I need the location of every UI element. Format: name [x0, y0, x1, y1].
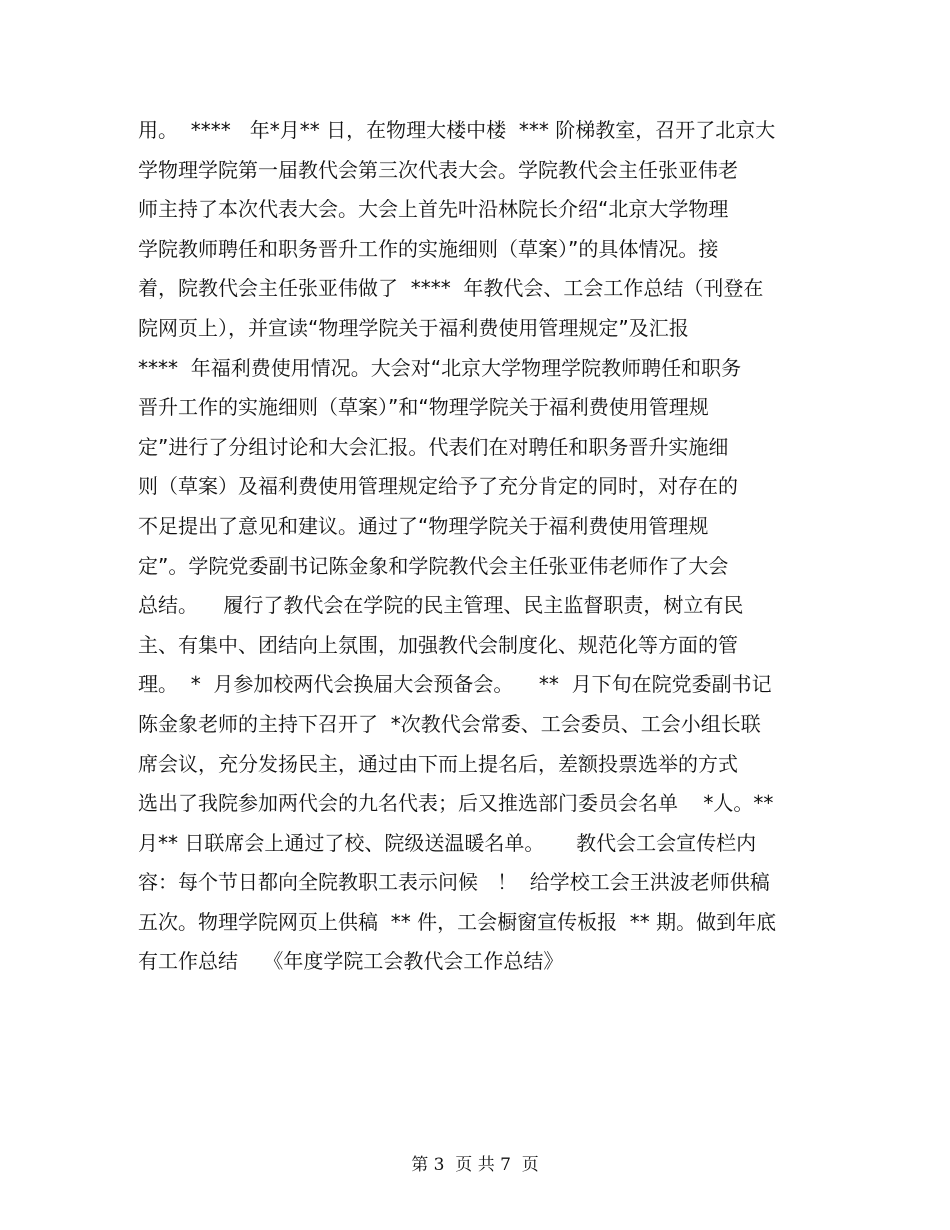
text-line: 有工作总结 《年度学院工会教代会工作总结》: [138, 949, 564, 974]
text-line: 用。 **** 年*月** 日，在物理大楼中楼 *** 阶梯教室，召开了北京大: [138, 118, 776, 142]
text-line: 院网页上），并宣读“物理学院关于福利费使用管理规定”及汇报: [138, 315, 689, 340]
text-line: 着，院教代会主任张亚伟做了 **** 年教代会、工会工作总结（刊登在: [138, 276, 764, 301]
text-line: 陈金象老师的主持下召开了 *次教代会常委、工会委员、工会小组长联: [138, 711, 761, 736]
text-line: 理。 * 月参加校两代会换届大会预备会。 ** 月下旬在院党委副书记: [138, 672, 772, 697]
page-footer: 第 3 页 共 7 页: [411, 1155, 539, 1175]
text-line: 主、有集中、团结向上氛围，加强教代会制度化、规范化等方面的管: [138, 632, 738, 657]
text-line: 定”。学院党委副书记陈金象和学院教代会主任张亚伟老师作了大会: [138, 553, 729, 578]
text-line: 五次。物理学院网页上供稿 ** 件，工会橱窗宣传板报 ** 期。做到年底: [138, 909, 777, 934]
text-line: 月** 日联席会上通过了校、院级送温暖名单。 教代会工会宣传栏内: [138, 830, 757, 855]
text-line: 定”进行了分组讨论和大会汇报。代表们在对聘任和职务晋升实施细: [138, 434, 729, 459]
text-line: 选出了我院参加两代会的九名代表；后又推选部门委员会名单 *人。**: [138, 791, 774, 816]
text-line: 容：每个节日都向全院教职工表示问候 ！ 给学校工会王洪波老师供稿: [138, 870, 770, 895]
text-line: 不足提出了意见和建议。通过了“物理学院关于福利费使用管理规: [138, 513, 709, 538]
text-line: 总结。 履行了教代会在学院的民主管理、民主监督职责，树立有民: [138, 593, 744, 618]
body-text: [138, 111, 818, 982]
text-line: 则（草案）及福利费使用管理规定给予了充分肯定的同时，对存在的: [138, 474, 738, 499]
text-line: 师主持了本次代表大会。大会上首先叶沿林院长介绍“北京大学物理: [138, 197, 729, 222]
text-line: 学物理学院第一届教代会第三次代表大会。学院教代会主任张亚伟老: [138, 157, 738, 182]
text-line: 席会议，充分发扬民主，通过由下而上提名后，差额投票选举的方式: [138, 751, 738, 776]
text-line: 学院教师聘任和职务晋升工作的实施细则（草案）”的具体情况。接: [138, 236, 719, 261]
text-line: **** 年福利费使用情况。大会对“北京大学物理学院教师聘任和职务: [138, 355, 742, 380]
text-line: 晋升工作的实施细则（草案）”和“物理学院关于福利费使用管理规: [138, 395, 709, 420]
